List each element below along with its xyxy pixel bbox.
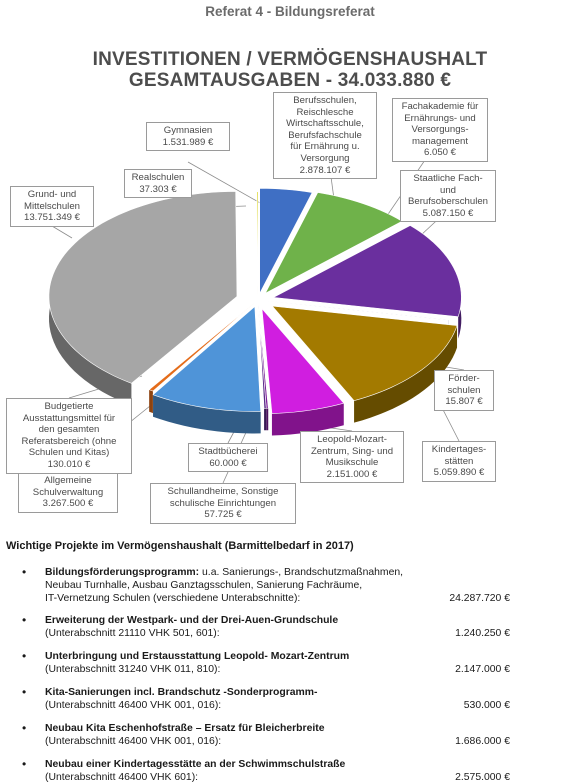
project-amount: 1.240.250 € xyxy=(455,628,510,639)
slice-label-11 xyxy=(10,186,94,227)
project-description: Bildungsförderungsprogramm: u.a. Sanierungs-, Brandschutzmaßnahmen, Neubau Turnhalle, Ausbau Ganztagsschulen, Sanierung Fachräume, IT-Vernetzung Schulen (verschiedene Unterabschnitte): xyxy=(45,567,404,604)
slice-label-10 xyxy=(6,398,132,474)
pie-slice-side-8 xyxy=(264,408,266,430)
project-description: (Unterabschnitt 46400 VHK 001, 016): xyxy=(45,700,222,711)
pie-slice-12 xyxy=(257,192,258,297)
project-amount: 530.000 € xyxy=(463,700,510,711)
slice-label-name: Schullandheime, Sonstige schulische Einrichtungen xyxy=(167,486,279,509)
project-amount: 1.686.000 € xyxy=(455,736,510,747)
slice-label-name: Budgetierte Ausstattungsmittel für den gesamten Referatsbereich (ohne Schulen und Kitas) xyxy=(21,401,117,459)
project-title: Bildungsförderungsprogramm: xyxy=(45,567,200,578)
project-amount: 2.575.000 € xyxy=(455,772,510,783)
slice-label-1 xyxy=(273,92,377,179)
slice-label-5 xyxy=(422,441,496,482)
slice-label-value: 6.050 € xyxy=(423,147,456,159)
leader-line-11 xyxy=(52,226,72,238)
project-description: (Unterabschnitt 21110 VHK 501, 601): xyxy=(45,628,220,639)
bullet-icon: • xyxy=(22,721,27,735)
slice-label-4 xyxy=(434,370,494,411)
slice-label-9 xyxy=(18,472,118,513)
slice-label-name: Leopold-Mozart- Zentrum, Sing- und Musikschule xyxy=(310,434,394,469)
project-title: Erweiterung der Westpark- und der Drei-Auen-Grundschule xyxy=(45,615,339,626)
project-amount: 24.287.720 € xyxy=(449,593,510,604)
project-title: Neubau Kita Eschenhofstraße – Ersatz für Bleicherbreite xyxy=(45,723,325,734)
page-header: Referat 4 - Bildungsreferat xyxy=(205,4,375,19)
project-description: (Unterabschnitt 31240 VHK 011, 810): xyxy=(45,664,221,675)
project-title: Kita-Sanierungen incl. Brandschutz -Sonderprogramm- xyxy=(45,687,318,698)
project-title: Neubau einer Kindertagesstätte an der Schwimmschulstraße xyxy=(45,759,346,770)
slice-label-value: 130.010 € xyxy=(47,458,91,470)
slice-label-7 xyxy=(150,483,296,524)
slice-label-name: Gymnasien xyxy=(163,125,213,136)
slice-label-name: Förder- schulen xyxy=(447,373,481,396)
slice-label-name: Stadtbücherei xyxy=(198,446,258,457)
project-title: Unterbringung und Erstausstattung Leopold- Mozart-Zentrum xyxy=(45,651,350,662)
slice-label-value: 13.751.349 € xyxy=(23,212,81,224)
slice-label-value: 5.087.150 € xyxy=(422,207,474,219)
bullet-icon: • xyxy=(22,685,27,699)
slice-label-name: Staatliche Fach- und Berufsoberschulen xyxy=(408,173,488,208)
slice-label-8 xyxy=(188,443,268,472)
project-amount: 2.147.000 € xyxy=(455,664,510,675)
project-description: (Unterabschnitt 46400 VHK 001, 016): xyxy=(45,736,222,747)
bullet-icon: • xyxy=(22,649,27,663)
slice-label-value: 15.807 € xyxy=(445,396,483,408)
chart-title-line1: INVESTITIONEN / VERMÖGENSHAUSHALT xyxy=(92,49,488,70)
slice-label-value: 37.303 € xyxy=(139,183,177,195)
slice-label-name: Allgemeine Schulverwaltung xyxy=(32,475,104,498)
slice-label-value: 1.531.989 € xyxy=(162,136,214,148)
chart-title-line2: GESAMTAUSGABEN - 34.033.880 € xyxy=(128,70,452,91)
projects-heading: Wichtige Projekte im Vermögenshaushalt (Barmittelbedarf in 2017) xyxy=(6,540,354,552)
bullet-icon: • xyxy=(22,565,27,579)
project-description: (Unterabschnitt 46400 VHK 601): xyxy=(45,772,199,783)
slice-label-name: Grund- und Mittelschulen xyxy=(24,189,80,212)
slice-label-2 xyxy=(392,98,488,162)
slice-label-value: 60.000 € xyxy=(209,457,247,469)
bullet-icon: • xyxy=(22,757,27,771)
slice-label-6 xyxy=(300,431,404,483)
slice-label-name: Realschulen xyxy=(131,172,185,183)
slice-label-name: Berufsschulen, Reischlesche Wirtschaftsschule, Berufsfachschule für Ernährung u. Versorgung xyxy=(286,95,364,164)
bullet-icon: • xyxy=(22,613,27,627)
slice-label-value: 2.878.107 € xyxy=(299,164,351,176)
pie-slice-side-10 xyxy=(149,390,153,413)
pie-slice-side-7 xyxy=(266,408,268,430)
slice-label-3 xyxy=(400,170,496,222)
slice-label-12 xyxy=(124,169,192,198)
slice-label-value: 2.151.000 € xyxy=(326,468,378,480)
slice-label-name: Fachakademie für Ernährungs- und Versorgungs- management xyxy=(401,101,479,147)
slice-label-0 xyxy=(146,122,230,151)
slice-label-value: 5.059.890 € xyxy=(433,467,485,479)
slice-label-name: Kindertages- stätten xyxy=(431,444,487,467)
slice-label-value: 3.267.500 € xyxy=(42,498,94,510)
slice-label-value: 57.725 € xyxy=(204,509,242,521)
